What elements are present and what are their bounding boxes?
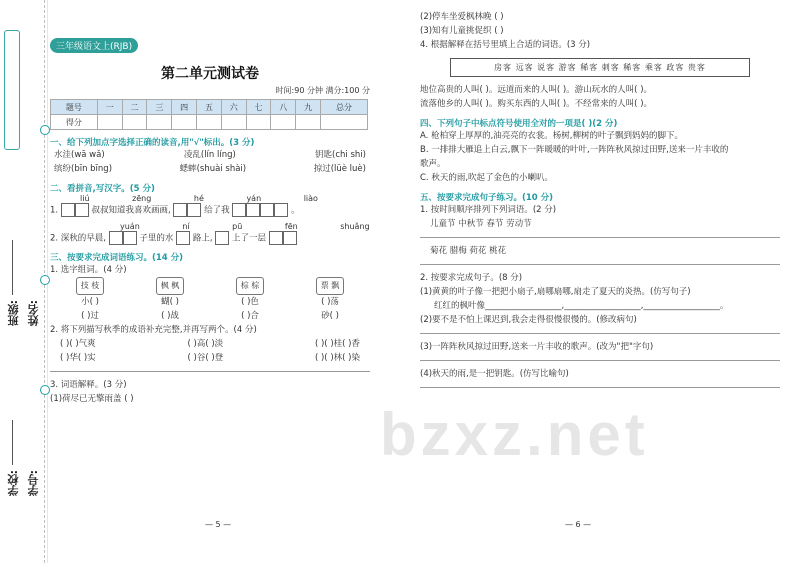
- score-head: 总分: [321, 100, 368, 115]
- pinyin: hé: [193, 194, 204, 203]
- school-label: 学校:: [7, 470, 20, 497]
- char-box[interactable]: [274, 203, 288, 217]
- sub-question: (4)秋天的雨,是一把钥匙。(仿写比喻句): [420, 369, 569, 379]
- question: 1. 按时间顺序排列下列词语。(2 分): [420, 205, 557, 215]
- exam-meta: 时间:90 分钟 满分:100 分: [275, 86, 370, 95]
- pinyin: zēng: [132, 194, 152, 203]
- idiom-blank[interactable]: ( )高( )淡: [187, 339, 224, 349]
- word-list: 菊花 腊梅 荷花 桃花: [430, 246, 507, 256]
- fill-blank[interactable]: 小( ): [81, 297, 99, 307]
- section-5-title: 五、按要求完成句子练习。(10 分): [420, 193, 554, 203]
- fill-blank[interactable]: 蝴( ): [161, 297, 179, 307]
- answer-line[interactable]: [420, 360, 780, 361]
- line-text: 路上,: [192, 233, 213, 243]
- option-a[interactable]: A. 枪柏穿上厚厚的,油亮亮的衣裳。杨树,柳树的叶子飘到妈妈的脚下。: [420, 131, 683, 141]
- pinyin-item[interactable]: 掠过(lüè luè): [313, 164, 366, 174]
- idiom-blank[interactable]: ( )( )桂( )香: [314, 339, 360, 349]
- score-cell[interactable]: [271, 115, 296, 130]
- fill-blank[interactable]: ( )荡: [321, 297, 339, 307]
- score-head: 八: [271, 100, 296, 115]
- score-row-label: 得分: [51, 115, 98, 130]
- fill-blank[interactable]: ( )战: [161, 311, 179, 321]
- score-cell[interactable]: [147, 115, 172, 130]
- char-box[interactable]: [187, 203, 201, 217]
- answer-line[interactable]: [420, 264, 780, 265]
- page-title: 第二单元测试卷: [161, 66, 259, 82]
- score-head: 题号: [51, 100, 98, 115]
- question: 2. 按要求完成句子。(8 分): [420, 273, 523, 283]
- binding-margin: [0, 0, 48, 563]
- class-label: 班级:: [7, 300, 20, 327]
- school-underline: [12, 420, 13, 465]
- name-label: 姓名:: [27, 300, 40, 327]
- fill-line[interactable]: 流落他乡的人叫( )。购买东西的人叫( )。不经常来的人叫( )。: [420, 99, 653, 109]
- pinyin: ní: [182, 221, 190, 231]
- char-box[interactable]: [176, 231, 190, 245]
- question-item[interactable]: (3)知有儿童挑促织 ( ): [420, 26, 504, 36]
- score-head: 六: [221, 100, 246, 115]
- question-item[interactable]: (1)荷尽已无擎雨盖 ( ): [50, 394, 134, 404]
- score-cell[interactable]: [246, 115, 271, 130]
- idiom-blank[interactable]: ( )( )气爽: [60, 339, 96, 349]
- score-cell[interactable]: [296, 115, 321, 130]
- score-cell[interactable]: [172, 115, 197, 130]
- option-c[interactable]: C. 秋天的雨,吹起了金色的小喇叭。: [420, 173, 554, 183]
- question: 1. 选字组词。(4 分): [50, 265, 127, 275]
- score-head: 二: [122, 100, 147, 115]
- answer-line[interactable]: [420, 387, 780, 388]
- binding-hole: [40, 385, 50, 395]
- pinyin: liú: [80, 194, 90, 203]
- question: 2. 将下列描写秋季的成语补充完整,并再写两个。(4 分): [50, 325, 257, 335]
- idiom-blank[interactable]: ( )( )林( )染: [314, 353, 360, 363]
- score-table: [50, 99, 368, 130]
- char-box[interactable]: [173, 203, 187, 217]
- fill-blank[interactable]: ( )合: [241, 311, 259, 321]
- question: 3. 词语解释。(3 分): [50, 380, 127, 390]
- score-head: 九: [296, 100, 321, 115]
- score-head: 七: [246, 100, 271, 115]
- char-box[interactable]: [260, 203, 274, 217]
- id-label: 学号:: [27, 470, 40, 497]
- answer-line[interactable]: [420, 333, 780, 334]
- line-text: 上了一层: [231, 233, 266, 243]
- score-head: 四: [172, 100, 197, 115]
- line-text: 。: [291, 205, 300, 216]
- section-1-title: 一、给下列加点字选择正确的读音,用"√"标出。(3 分): [50, 138, 255, 148]
- sub-question: (2)要不是不怕上课迟到,我会走得很慢很慢的。(修改病句): [420, 315, 637, 325]
- instructions-strip: [4, 30, 20, 150]
- line-text: 1.: [50, 205, 59, 216]
- char-box[interactable]: [123, 231, 137, 245]
- answer-line[interactable]: [420, 237, 780, 238]
- line-text: 给了我: [204, 205, 230, 216]
- pinyin-item[interactable]: 水洼(wā wǎ): [54, 150, 105, 160]
- score-cell[interactable]: [97, 115, 122, 130]
- score-cell[interactable]: [197, 115, 222, 130]
- line-text: 叔叔知道我喜欢画画,: [91, 205, 171, 216]
- page-number: — 5 —: [205, 520, 232, 529]
- pinyin: yuán: [120, 221, 140, 231]
- option-b[interactable]: B. 一排排大雁追上白云,飘下一阵暖暖的叶叶,一阵阵秋风掠过田野,送来一片丰收的: [420, 145, 729, 155]
- section-2-title: 二、看拼音,写汉字。(5 分): [50, 184, 155, 194]
- fill-line[interactable]: 地位高贵的人叫( )。远道而来的人叫( )。游山玩水的人叫( )。: [420, 85, 653, 95]
- idiom-blank[interactable]: ( )华( )实: [60, 353, 96, 363]
- line-text: 子里的水: [139, 233, 174, 243]
- sub-question: (3)一阵阵秋风掠过田野,送来一片丰收的歌声。(改为"把"字句): [420, 342, 654, 352]
- page-5: [50, 34, 370, 534]
- char-box[interactable]: [61, 203, 75, 217]
- pinyin-item[interactable]: 蟋蟀(shuài shài): [179, 164, 247, 174]
- char-box[interactable]: [283, 231, 297, 245]
- fill-blank[interactable]: 砂( ): [321, 311, 339, 321]
- sub-question: (1)黄黄的叶子像一把把小扇子,扇哪扇哪,扇走了夏天的炎热。(仿写句子): [420, 287, 691, 297]
- score-head: 三: [147, 100, 172, 115]
- fill-blank[interactable]: ( )过: [81, 311, 99, 321]
- char-box[interactable]: [246, 203, 260, 217]
- char-pair: 枫 枫: [156, 277, 185, 295]
- class-underline: [12, 240, 13, 295]
- pinyin: pū: [232, 221, 243, 231]
- score-head: 一: [97, 100, 122, 115]
- pinyin-item[interactable]: 凌乱(lín líng): [183, 150, 236, 160]
- char-pair: 棕 棕: [236, 277, 265, 295]
- answer-line[interactable]: [50, 371, 370, 372]
- imitate-blank[interactable]: 红红的枫叶像__________________,__________________,__________________。: [434, 301, 729, 311]
- word-bank: 房客 远客 说客 游客 稀客 刺客 稀客 乘客 政客 贵客: [450, 58, 750, 77]
- option-b-cont: 歌声。: [420, 159, 446, 169]
- question-item[interactable]: (2)停车坐爱枫林晚 ( ): [420, 12, 504, 22]
- score-cell[interactable]: [122, 115, 147, 130]
- line-text: 2. 深秋的早晨,: [50, 233, 107, 243]
- char-box[interactable]: [109, 231, 123, 245]
- binding-hole: [40, 275, 50, 285]
- score-head: 五: [197, 100, 222, 115]
- score-cell[interactable]: [221, 115, 246, 130]
- binding-hole: [40, 125, 50, 135]
- pinyin-item[interactable]: 钥匙(chi shi): [315, 150, 366, 160]
- fill-blank[interactable]: ( )色: [241, 297, 259, 307]
- pinyin-item[interactable]: 缤纷(bīn bīng): [54, 164, 113, 174]
- pinyin: yán liào: [246, 194, 318, 203]
- pinyin: fēn shuǎng: [284, 221, 370, 231]
- word-list: 儿童节 中秋节 春节 劳动节: [430, 219, 532, 229]
- grade-tag: 三年级语文上(RJB): [50, 38, 138, 53]
- idiom-blank[interactable]: ( )谷( )登: [187, 353, 224, 363]
- score-cell[interactable]: [321, 115, 368, 130]
- page-number: — 6 —: [565, 520, 592, 529]
- char-box[interactable]: [232, 203, 246, 217]
- section-4-title: 四、下列句子中标点符号使用全对的一项是( )(2 分): [420, 119, 618, 129]
- char-box[interactable]: [269, 231, 283, 245]
- char-box[interactable]: [215, 231, 229, 245]
- char-box[interactable]: [75, 203, 89, 217]
- section-3-title: 三、按要求完成词语练习。(14 分): [50, 253, 184, 263]
- watermark: bzxz.net: [380, 401, 649, 468]
- char-pair: 技 枝: [76, 277, 105, 295]
- question: 4. 根据解释在括号里填上合适的词语。(3 分): [420, 40, 591, 50]
- char-pair: 票 飘: [316, 277, 345, 295]
